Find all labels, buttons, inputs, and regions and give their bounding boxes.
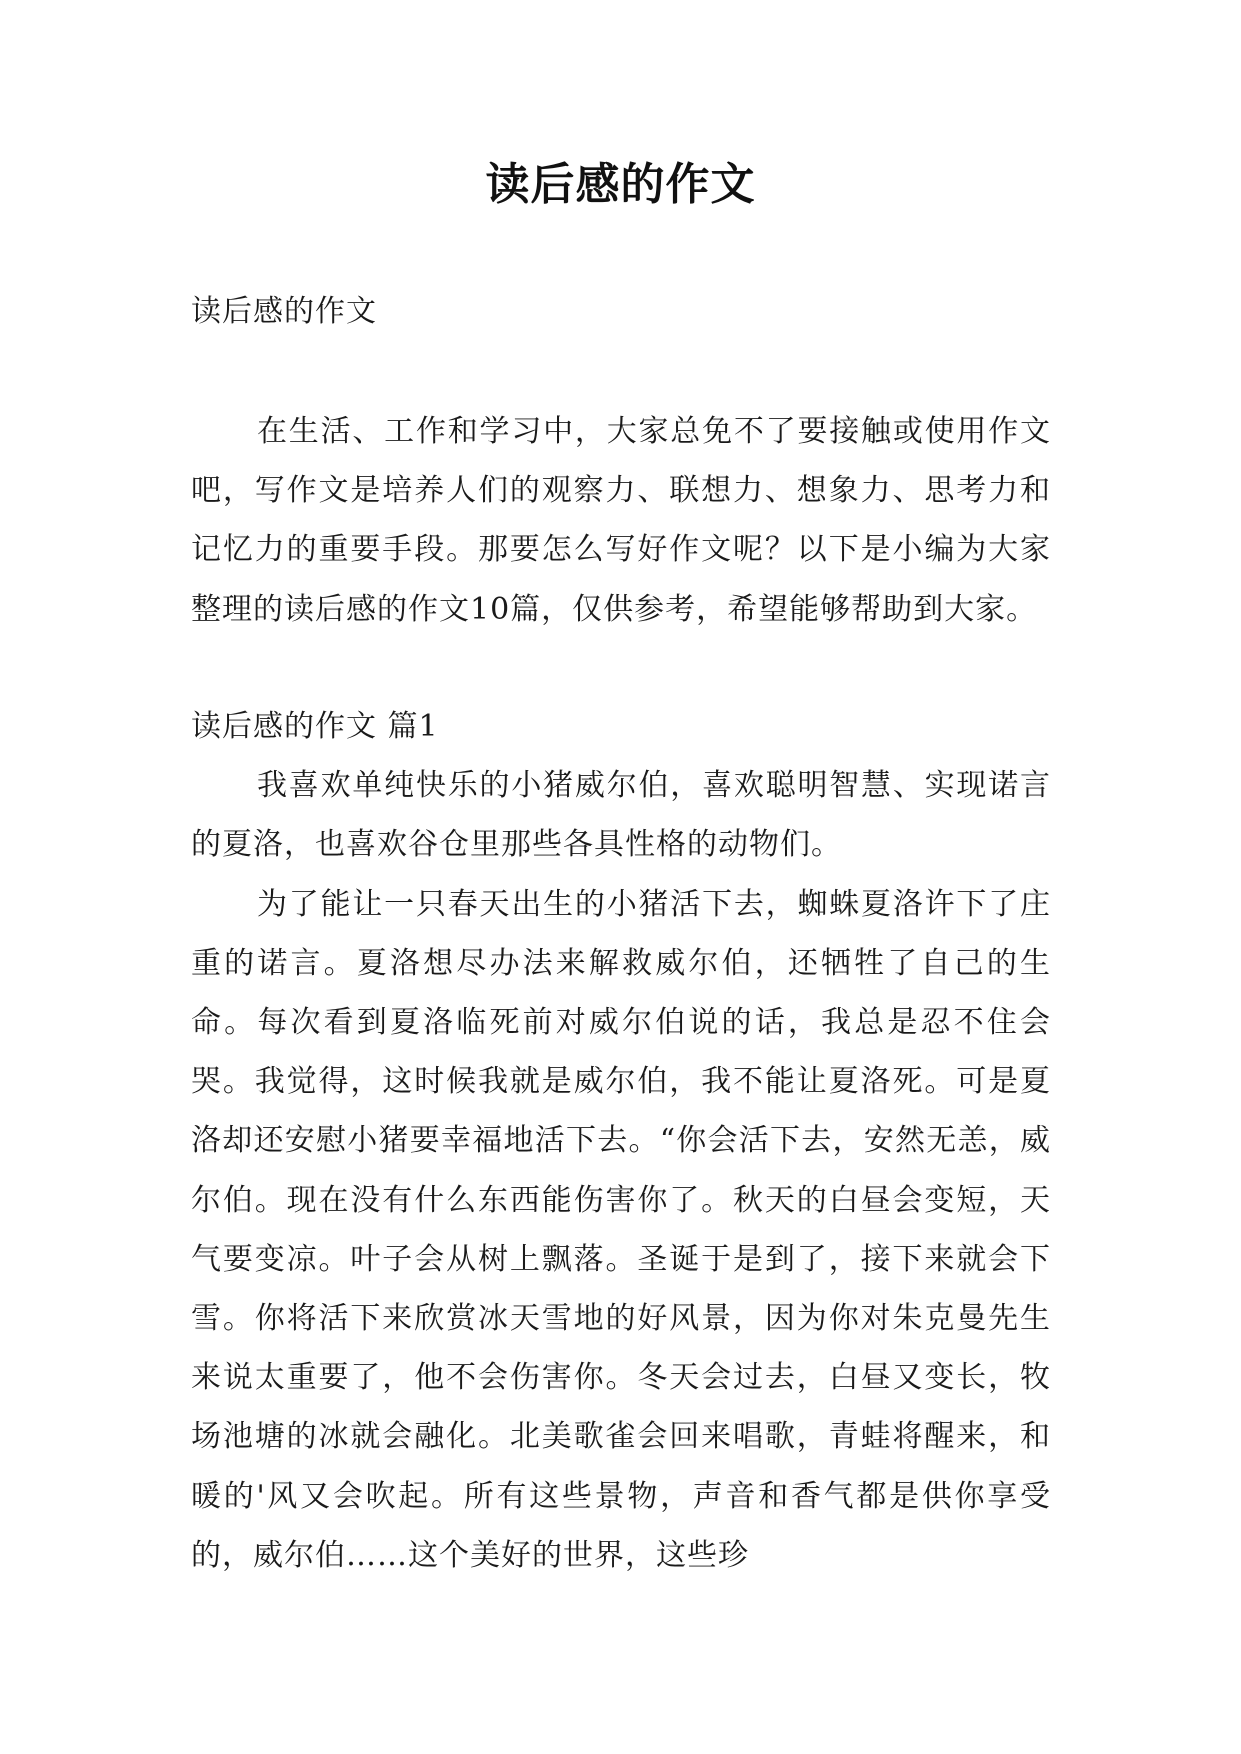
document-title: 读后感的作文 (485, 159, 756, 210)
intro-section (191, 402, 1051, 639)
body-paragraph-1: 我喜欢单纯快乐的小猪威尔伯，喜欢聪明智慧、实现诺言的夏洛，也喜欢谷仓里那些各具性格的动物们。 (191, 768, 1051, 863)
body-paragraph-2: 为了能让一只春天出生的小猪活下去，蜘蛛夏洛许下了庄重的诺言。夏洛想尽办法来解救威尔伯，还牺牲了自己的生命。每次看到夏洛临死前对威尔伯说的话，我总是忍不住会哭。我觉得，这时候我就是威尔伯，我不能让夏洛死。可是夏洛却还安慰小猪要幸福地活下去。“你会活下去，安然无恙，威尔伯。现在没有什么东西能伤害你了。秋天的白昼会变短，天气要变凉。叶子会从树上飘落。圣诞于是到了，接下来就会下雪。你将活下来欣赏冰天雪地的好风景，因为你对朱克曼先生来说太重要了，他不会伤害你。冬天会过去，白昼又变长，牧场池塘的冰就会融化。北美歌雀会回来唱歌，青蛙将醒来，和暖的'风又会吹起。所有这些景物，声音和香气都是供你享受的，威尔伯……这个美好的世界，这些珍 (191, 886, 1051, 1573)
section-heading: 读后感的作文 篇1 (191, 709, 439, 744)
intro-paragraph: 在生活、工作和学习中，大家总免不了要接触或使用作文吧，写作文是培养人们的观察力、联想力、想象力、思考力和记忆力的重要手段。那要怎么写好作文呢？以下是小编为大家整理的读后感的作文10篇，仅供参考，希望能够帮助到大家。 (191, 414, 1051, 627)
document-subtitle: 读后感的作文 (191, 294, 377, 329)
essay-section-1 (191, 697, 1051, 1585)
